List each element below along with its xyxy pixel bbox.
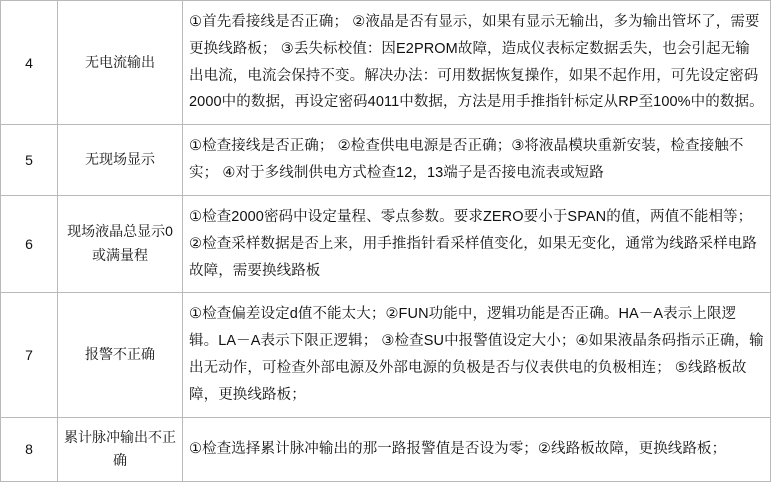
row-fault-name: 现场液晶总显示0或满量程 bbox=[58, 195, 183, 292]
row-fault-description: ①检查选择累计脉冲输出的那一路报警值是否设为零；②线路板故障，更换线路板； bbox=[183, 417, 771, 482]
row-number: 8 bbox=[1, 417, 58, 482]
row-fault-description: ①检查接线是否正确； ②检查供电电源是否正确；③将液晶模块重新安装，检查接触不实； ④对于多线制供电方式检查12，13端子是否接电流表或短路 bbox=[183, 125, 771, 196]
row-number: 5 bbox=[1, 125, 58, 196]
table-body bbox=[1, 1, 771, 482]
row-fault-name: 无现场显示 bbox=[58, 125, 183, 196]
row-fault-name: 报警不正确 bbox=[58, 293, 183, 417]
row-fault-name: 累计脉冲输出不正确 bbox=[58, 417, 183, 482]
row-number: 7 bbox=[1, 293, 58, 417]
table-row bbox=[1, 195, 771, 292]
row-fault-description: ①首先看接线是否正确； ②液晶是否有显示，如果有显示无输出，多为输出管坏了，需要更换线路板； ③丢失标校值：因E2PROM故障，造成仪表标定数据丢失，也会引起无输出电流，电流会保持不变。解决办法：可用数据恢复操作，如果不起作用，可先设定密码2000中的数据，再设定密码4011中数据，方法是用手推指针标定从RP至100%中的数据。 bbox=[183, 1, 771, 125]
table-row bbox=[1, 1, 771, 125]
table-row bbox=[1, 293, 771, 417]
row-fault-description: ①检查2000密码中设定量程、零点参数。要求ZERO要小于SPAN的值，两值不能相等； ②检查采样数据是否上来，用手推指针看采样值变化，如果无变化，通常为线路采样电路故障，需要换线路板 bbox=[183, 195, 771, 292]
row-number: 4 bbox=[1, 1, 58, 125]
table-row bbox=[1, 417, 771, 482]
row-number: 6 bbox=[1, 195, 58, 292]
table-row bbox=[1, 125, 771, 196]
row-fault-name: 无电流输出 bbox=[58, 1, 183, 125]
row-fault-description: ①检查偏差设定d值不能太大；②FUN功能中，逻辑功能是否正确。HA－A表示上限逻辑。LA－A表示下限正逻辑； ③检查SU中报警值设定大小；④如果液晶条码指示正确，输出无动作，可检查外部电源及外部电源的负极是否与仪表供电的负极相连； ⑤线路板故障，更换线路板； bbox=[183, 293, 771, 417]
